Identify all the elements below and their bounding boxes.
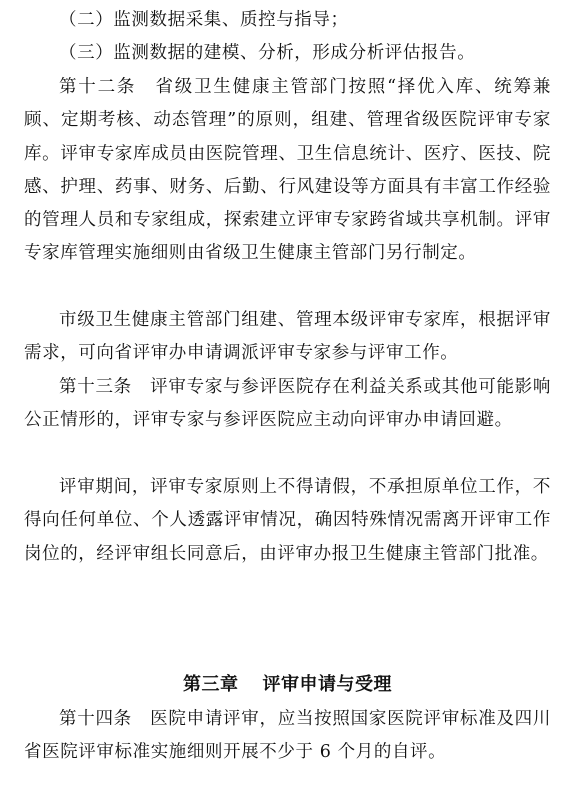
chapter-title: 评审申请与受理 [262,674,392,695]
review-period-paragraph: 评审期间，评审专家原则上不得请假，不承担原单位工作，不得向任何单位、个人透露评审情况，确因特殊情况需离开评审工作岗位的，经评审组长同意后，由评审办报卫生健康主管部门批准。 [24,477,551,564]
article-14-paragraph: 第十四条 医院申请评审，应当按照国家医院评审标准及四川省医院评审标准实施细则开展不少于 6 个月的自评。 [24,709,551,763]
chapter-number: 第三章 [183,674,239,695]
paragraph-item-3: （三）监测数据的建模、分析，形成分析评估报告。 [59,43,476,63]
article-13-paragraph: 第十三条 评审专家与参评医院存在利益关系或其他可能影响公正情形的，评审专家与参评医院应主动向评审办申请回避。 [24,377,551,431]
article-12-paragraph: 第十二条 省级卫生健康主管部门按照“择优入库、统筹兼顾、定期考核、动态管理”的原则，组建、管理省级医院评审专家库。评审专家库成员由医院管理、卫生信息统计、医疗、医技、院感、护理、药事、财务、后勤、行风建设等方面具有丰富工作经验的管理人员和专家组成，探索建立评审专家跨省域共享机制。评审专家库管理实施细则由省级卫生健康主管部门另行制定。 [24,77,551,264]
chapter-heading [0,668,575,702]
municipal-expert-pool-paragraph: 市级卫生健康主管部门组建、管理本级评审专家库，根据评审需求，可向省评审办申请调派评审专家参与评审工作。 [24,310,551,364]
paragraph-item-2: （二）监测数据采集、质控与指导； [59,10,349,30]
